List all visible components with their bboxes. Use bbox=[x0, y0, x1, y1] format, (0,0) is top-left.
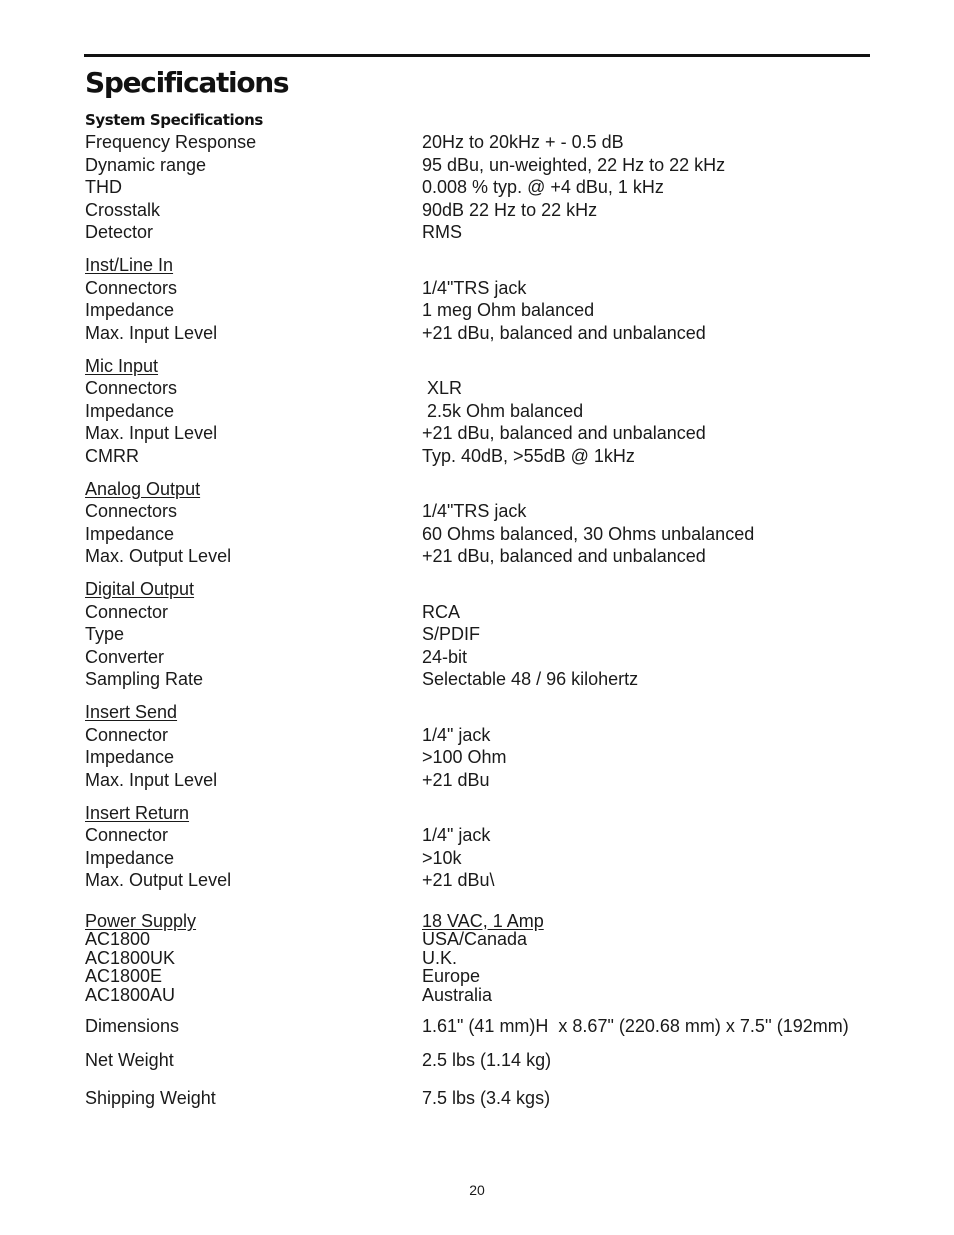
spec-list bbox=[85, 131, 885, 1110]
spec-value: 1.61" (41 mm)H x 8.67" (220.68 mm) x 7.5'' (192mm) bbox=[422, 1016, 849, 1036]
spec-value: 90dB 22 Hz to 22 kHz bbox=[422, 199, 598, 220]
analog-output-section bbox=[85, 478, 885, 568]
spec-value: >100 Ohm bbox=[422, 747, 507, 767]
spec-row bbox=[85, 847, 885, 870]
spec-value: +21 dBu, balanced and unbalanced bbox=[422, 546, 706, 566]
spec-value: 7.5 lbs (3.4 kgs) bbox=[422, 1088, 551, 1108]
page-title: Specifications bbox=[85, 66, 289, 99]
spec-label: Connector bbox=[85, 825, 169, 845]
spec-row bbox=[85, 949, 885, 968]
spec-value: RCA bbox=[422, 601, 461, 622]
dimensions-row bbox=[85, 1015, 885, 1038]
spec-value: >10k bbox=[422, 847, 462, 868]
spec-row bbox=[85, 199, 885, 222]
mic-input-section bbox=[85, 355, 885, 468]
spec-label: Crosstalk bbox=[85, 199, 161, 220]
section-heading: Analog Output bbox=[85, 478, 201, 499]
insert-return-section bbox=[85, 802, 885, 892]
inst-line-in-section bbox=[85, 254, 885, 344]
spec-value: 1/4" jack bbox=[422, 724, 491, 745]
section-heading: Digital Output bbox=[85, 579, 195, 599]
spec-row bbox=[85, 646, 885, 669]
spec-row bbox=[85, 322, 885, 345]
spec-value: Australia bbox=[422, 984, 493, 1005]
spec-label: Max. Input Level bbox=[85, 322, 218, 343]
spec-label: AC1800UK bbox=[85, 947, 176, 968]
spec-value: 2.5k Ohm balanced bbox=[422, 400, 584, 421]
spec-row bbox=[85, 769, 885, 792]
spec-label: Shipping Weight bbox=[85, 1088, 216, 1108]
spec-label: Max. Input Level bbox=[85, 423, 218, 443]
spec-row bbox=[85, 445, 885, 468]
spec-label: Max. Output Level bbox=[85, 870, 232, 890]
spec-value: 1/4"TRS jack bbox=[422, 277, 527, 298]
spec-row bbox=[85, 967, 885, 986]
spec-label: Frequency Response bbox=[85, 132, 257, 152]
header-rule bbox=[84, 54, 870, 57]
section-heading: Mic Input bbox=[85, 355, 159, 376]
spec-row bbox=[85, 377, 885, 400]
spec-label: Max. Output Level bbox=[85, 546, 232, 566]
section-heading-row bbox=[85, 578, 885, 601]
section-heading-row bbox=[85, 254, 885, 277]
spec-row bbox=[85, 623, 885, 646]
spec-row bbox=[85, 930, 885, 949]
spec-row bbox=[85, 824, 885, 847]
spec-label: Impedance bbox=[85, 300, 175, 320]
spec-value: USA/Canada bbox=[422, 929, 528, 949]
spec-value: 95 dBu, un-weighted, 22 Hz to 22 kHz bbox=[422, 154, 726, 175]
spec-label: Impedance bbox=[85, 400, 175, 421]
spec-value: 1/4" jack bbox=[422, 825, 491, 845]
spec-value: +21 dBu, balanced and unbalanced bbox=[422, 322, 706, 343]
spec-label: Dynamic range bbox=[85, 154, 207, 175]
spec-label: Type bbox=[85, 624, 125, 644]
spec-label: Impedance bbox=[85, 747, 175, 767]
spec-row bbox=[85, 869, 885, 892]
spec-value: RMS bbox=[422, 222, 462, 242]
spec-label: Net Weight bbox=[85, 1049, 174, 1070]
spec-row bbox=[85, 154, 885, 177]
section-heading: Inst/Line In bbox=[85, 255, 174, 275]
spec-value: +21 dBu bbox=[422, 769, 490, 790]
section-heading-row bbox=[85, 802, 885, 825]
spec-label: Impedance bbox=[85, 847, 175, 868]
spec-label: AC1800AU bbox=[85, 984, 176, 1005]
spec-value: Typ. 40dB, >55dB @ 1kHz bbox=[422, 445, 635, 466]
spec-value: 1/4"TRS jack bbox=[422, 501, 527, 521]
system-specs-heading: System Specifications bbox=[85, 111, 263, 129]
spec-value: 2.5 lbs (1.14 kg) bbox=[422, 1049, 552, 1070]
spec-value: 0.008 % typ. @ +4 dBu, 1 kHz bbox=[422, 177, 664, 197]
spec-value: +21 dBu\ bbox=[422, 870, 495, 890]
spec-value: 1 meg Ohm balanced bbox=[422, 300, 595, 320]
spec-row bbox=[85, 668, 885, 691]
shipping-weight-row bbox=[85, 1087, 885, 1110]
spec-value: XLR bbox=[422, 378, 463, 398]
power-supply-section bbox=[85, 912, 885, 1005]
spec-label: Connector bbox=[85, 601, 169, 622]
section-heading: Power Supply bbox=[85, 910, 197, 931]
spec-row bbox=[85, 221, 885, 244]
spec-row bbox=[85, 746, 885, 769]
spec-value: 60 Ohms balanced, 30 Ohms unbalanced bbox=[422, 523, 755, 544]
spec-row bbox=[85, 601, 885, 624]
spec-row bbox=[85, 500, 885, 523]
spec-value: Europe bbox=[422, 966, 481, 986]
spec-label: Connectors bbox=[85, 378, 178, 398]
spec-row bbox=[85, 523, 885, 546]
system-specs-section bbox=[85, 131, 885, 244]
section-heading-row bbox=[85, 912, 885, 931]
spec-label: Connectors bbox=[85, 501, 178, 521]
spec-row bbox=[85, 545, 885, 568]
page-number: 20 bbox=[469, 1182, 485, 1198]
spec-value: Selectable 48 / 96 kilohertz bbox=[422, 669, 639, 689]
spec-row bbox=[85, 176, 885, 199]
spec-label: Connector bbox=[85, 724, 169, 745]
spec-label: CMRR bbox=[85, 445, 139, 466]
spec-label: Sampling Rate bbox=[85, 669, 204, 689]
spec-row bbox=[85, 131, 885, 154]
section-heading-row bbox=[85, 478, 885, 501]
section-heading-row bbox=[85, 701, 885, 724]
spec-row bbox=[85, 986, 885, 1005]
spec-label: Detector bbox=[85, 222, 154, 242]
spec-label: Connectors bbox=[85, 277, 178, 298]
spec-row bbox=[85, 299, 885, 322]
spec-value: 20Hz to 20kHz + - 0.5 dB bbox=[422, 132, 624, 152]
spec-row bbox=[85, 724, 885, 747]
spec-value: 24-bit bbox=[422, 646, 468, 667]
spec-label: Converter bbox=[85, 646, 165, 667]
spec-row bbox=[85, 422, 885, 445]
net-weight-row bbox=[85, 1049, 885, 1072]
digital-output-section bbox=[85, 578, 885, 691]
section-heading: Insert Send bbox=[85, 702, 178, 722]
insert-send-section bbox=[85, 701, 885, 791]
spec-label: Max. Input Level bbox=[85, 769, 218, 790]
section-heading-row bbox=[85, 355, 885, 378]
spec-value: +21 dBu, balanced and unbalanced bbox=[422, 423, 706, 443]
spec-label: Dimensions bbox=[85, 1016, 180, 1036]
spec-row bbox=[85, 400, 885, 423]
spec-row bbox=[85, 277, 885, 300]
section-heading: Insert Return bbox=[85, 802, 190, 823]
spec-label: AC1800E bbox=[85, 966, 163, 986]
spec-label: AC1800 bbox=[85, 929, 151, 949]
spec-value: U.K. bbox=[422, 947, 458, 968]
spec-label: Impedance bbox=[85, 523, 175, 544]
spec-label: THD bbox=[85, 177, 122, 197]
power-supply-spec: 18 VAC, 1 Amp bbox=[422, 910, 544, 931]
spec-value: S/PDIF bbox=[422, 624, 481, 644]
